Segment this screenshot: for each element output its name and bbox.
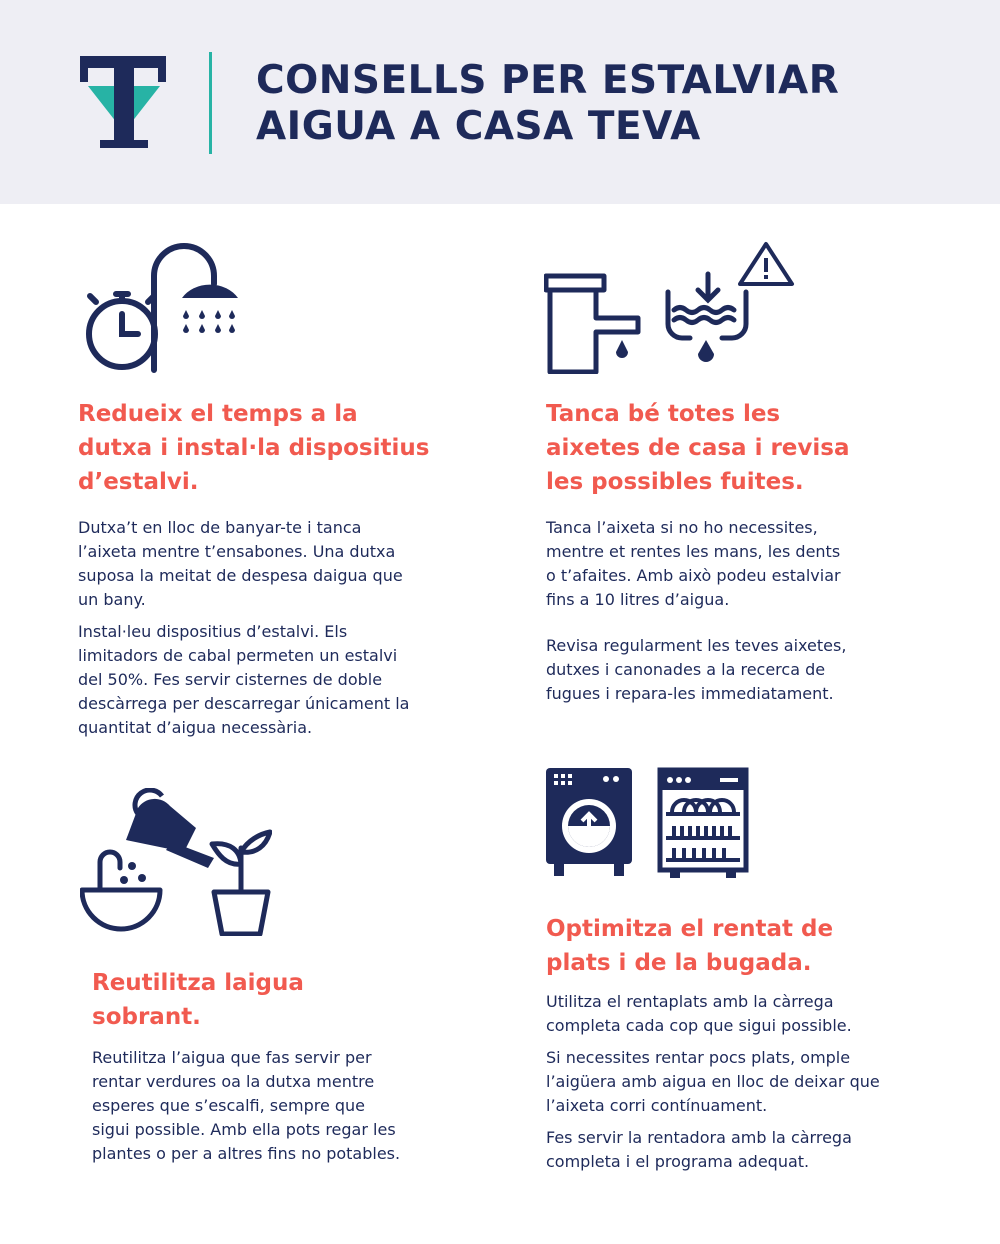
text-line: Dutxa’t en lloc de banyar-te i tanca — [78, 518, 362, 537]
text-line: Utilitza el rentaplats amb la càrrega — [546, 992, 834, 1011]
reuse-text — [92, 1046, 472, 1174]
text-line: Instal·leu dispositius d’estalvi. Els — [78, 622, 348, 641]
washing-heading — [546, 912, 833, 980]
text-line: Revisa regularment les teves aixetes, — [546, 636, 847, 655]
text-line: o t’afaites. Amb això podeu estalviar — [546, 566, 841, 585]
text-line: dutxes i canonades a la recerca de — [546, 660, 826, 679]
text-line: Si necessites rentar pocs plats, omple — [546, 1048, 851, 1067]
title-line: AIGUA A CASA TEVA — [256, 104, 701, 149]
text-line: un bany. — [78, 590, 146, 609]
header-divider — [209, 52, 212, 154]
taps-text — [546, 516, 926, 714]
shower-text — [78, 516, 468, 748]
text-line: suposa la meitat de despesa daigua que — [78, 566, 403, 585]
text-line: plantes o per a altres fins no potables. — [92, 1144, 401, 1163]
text-line: mentre et rentes les mans, les dents — [546, 542, 841, 561]
title-line: CONSELLS PER ESTALVIAR — [256, 58, 840, 103]
text-line: limitadors de cabal permeten un estalvi — [78, 646, 398, 665]
text-line: esperes que s’escalfi, sempre que — [92, 1096, 366, 1115]
heading-line: dutxa i instal·la dispositius — [78, 435, 430, 461]
taps-paragraph — [546, 634, 926, 706]
text-line: completa cada cop que sigui possible. — [546, 1016, 852, 1035]
header-banner — [0, 0, 1000, 204]
shower-paragraph — [78, 516, 468, 612]
text-line: l’aixeta corri contínuament. — [546, 1096, 768, 1115]
heading-line: d’estalvi. — [78, 469, 199, 495]
text-line: quantitat d’aigua necessària. — [78, 718, 313, 737]
heading-line: les possibles fuites. — [546, 469, 804, 495]
heading-line: plats i de la bugada. — [546, 950, 812, 976]
washing-text — [546, 990, 946, 1182]
tap-leak-icon — [544, 240, 796, 374]
reuse-paragraph — [92, 1046, 472, 1166]
text-line: descàrrega per descarregar únicament la — [78, 694, 410, 713]
heading-line: Redueix el temps a la — [78, 401, 358, 427]
heading-line: aixetes de casa i revisa — [546, 435, 850, 461]
washing-paragraph — [546, 1126, 946, 1174]
shower-timer-icon — [82, 236, 238, 378]
shower-heading — [78, 397, 429, 499]
taps-heading — [546, 397, 850, 499]
heading-line: Reutilitza laigua — [92, 970, 304, 996]
washing-machine-dishwasher-icon — [544, 766, 750, 880]
page-title — [256, 58, 839, 150]
text-line: Tanca l’aixeta si no ho necessites, — [546, 518, 818, 537]
reuse-heading — [92, 966, 304, 1034]
text-line: Reutilitza l’aigua que fas servir per — [92, 1048, 372, 1067]
text-line: fins a 10 litres d’aigua. — [546, 590, 730, 609]
brand-logo-icon — [78, 52, 170, 152]
washing-paragraph — [546, 990, 946, 1038]
text-line: Fes servir la rentadora amb la càrrega — [546, 1128, 852, 1147]
shower-paragraph — [78, 620, 468, 740]
text-line: fugues i repara-les immediatament. — [546, 684, 834, 703]
text-line: del 50%. Fes servir cisternes de doble — [78, 670, 383, 689]
text-line: rentar verdures oa la dutxa mentre — [92, 1072, 375, 1091]
taps-paragraph — [546, 516, 926, 612]
watering-can-icon — [80, 788, 272, 936]
heading-line: Optimitza el rentat de — [546, 916, 834, 942]
text-line: sigui possible. Amb ella pots regar les — [92, 1120, 396, 1139]
heading-line: Tanca bé totes les — [546, 401, 781, 427]
text-line: completa i el programa adequat. — [546, 1152, 810, 1171]
text-line: l’aixeta mentre t’ensabones. Una dutxa — [78, 542, 396, 561]
washing-paragraph — [546, 1046, 946, 1118]
heading-line: sobrant. — [92, 1004, 201, 1030]
text-line: l’aigüera amb aigua en lloc de deixar que — [546, 1072, 880, 1091]
